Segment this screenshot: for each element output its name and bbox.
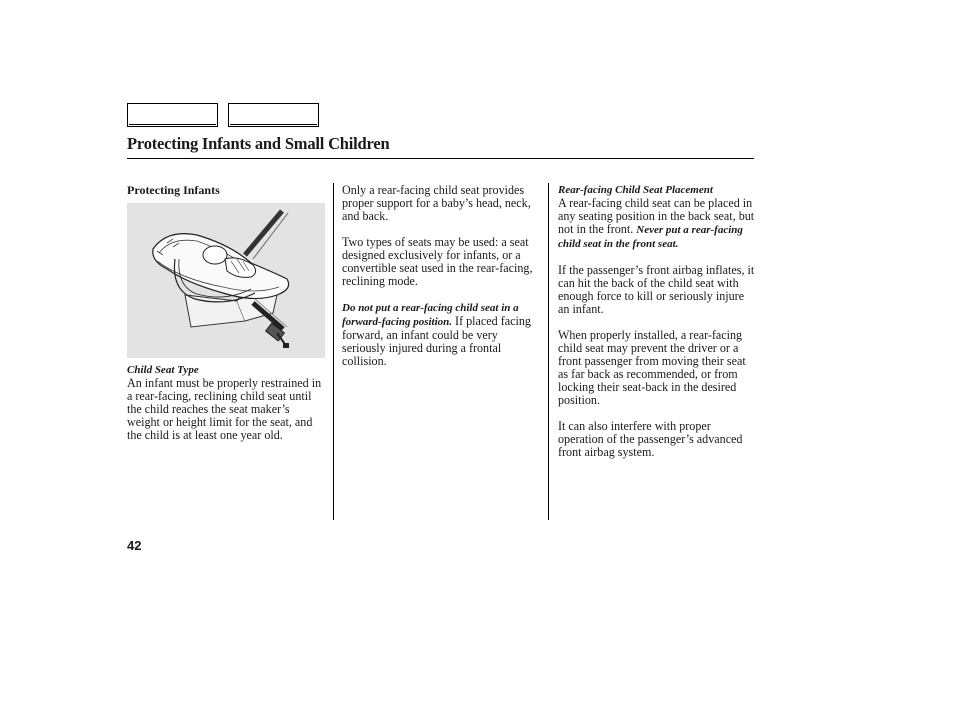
warning-paragraph [342, 301, 542, 368]
section-tab-2[interactable] [228, 103, 319, 127]
column-3 [558, 184, 758, 459]
placement-text: A rear-facing child seat can be placed in any seating position in the back seat, but not in the front. [558, 196, 755, 236]
paragraph-seat-types: Two types of seats may be used: a seat designed exclusively for infants, or a convertible seat used in the rear-facing, reclining mode. [342, 235, 533, 288]
infant-seat-figure [127, 203, 325, 358]
airbag-paragraph: If the passenger’s front airbag inflates, it can hit the back of the child seat with enough force to kill or seriously injure an infant. [558, 263, 755, 316]
placement-heading: Rear-facing Child Seat Placement [558, 184, 713, 196]
section-tab-1[interactable] [127, 103, 218, 127]
paragraph-support: Only a rear-facing child seat provides proper support for a baby’s head, neck, and back. [342, 183, 531, 223]
page-title: Protecting Infants and Small Children [127, 134, 390, 153]
rear-facing-infant-seat-illustration-icon [127, 203, 325, 358]
installation-paragraph: When properly installed, a rear-facing child seat may prevent the driver or a front passenger from moving their seat as far back as recommended, or from locking their seat-back in the desired position. [558, 328, 746, 407]
title-divider [127, 158, 754, 159]
warning-text: If placed facing forward, an infant could be very seriously injured during a frontal collision. [342, 314, 531, 368]
child-seat-type-body: An infant must be properly restrained in a rear-facing, reclining child seat until the child reaches the seat maker’s weight or height limit for the seat, and the child is at least one year old. [127, 376, 322, 442]
column-2 [342, 184, 542, 368]
column-divider-1 [333, 183, 334, 520]
interference-paragraph: It can also interfere with proper operation of the passenger’s advanced front airbag system. [558, 419, 743, 459]
section-heading: Protecting Infants [127, 183, 220, 197]
page-number: 42 [127, 538, 142, 553]
placement-paragraph [558, 197, 758, 251]
column-1 [127, 184, 325, 197]
warning-bold-text: Do not put a rear-facing child seat in a forward-facing position. [342, 302, 519, 328]
column-1-lower [127, 364, 325, 442]
column-divider-2 [548, 183, 549, 520]
placement-warning: Never put a rear-facing child seat in the front seat. [558, 224, 743, 250]
child-seat-type-heading: Child Seat Type [127, 364, 199, 376]
